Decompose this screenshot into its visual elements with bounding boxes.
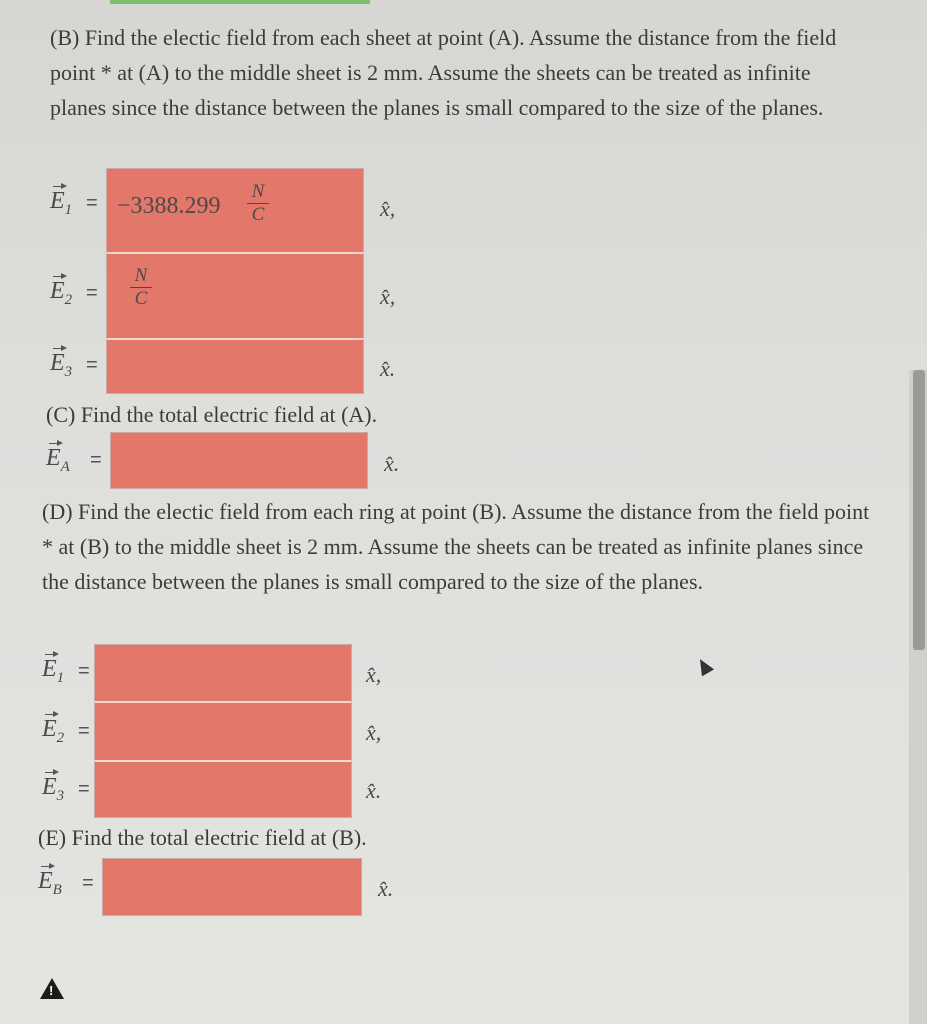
part-c-ea-label: $E_A$ [46, 445, 70, 475]
part-d-e1-unit-vector: x̂, [366, 662, 382, 687]
part-b-e3-equals: = [86, 354, 98, 376]
part-b-e2-unit-vector: x̂, [380, 284, 396, 309]
part-d-e3-answer-field[interactable] [94, 760, 352, 818]
part-b-e2-unit: N C [130, 266, 152, 309]
part-b-e3-answer-field[interactable] [106, 338, 364, 394]
part-b-e2-equals: = [86, 282, 98, 304]
part-d-e2-answer-field[interactable] [94, 701, 352, 761]
part-b-e2-label: $E_2$ [50, 278, 73, 308]
part-d-question: (D) Find the electic field from each ring at point (B). Assume the distance from the field point * at (B) to the middle sheet is 2 mm. Assume the sheets can be treated as infinite planes since the distance between the planes is small compared to the size of the planes. [42, 499, 870, 594]
part-d-e3-equals: = [78, 778, 90, 800]
part-d-e2-equals: = [78, 720, 90, 742]
part-b-e3-unit-vector: x̂. [380, 356, 396, 381]
part-c-question: (C) Find the total electric field at (A). [46, 402, 378, 427]
mouse-cursor-icon [694, 656, 714, 677]
warning-triangle-icon[interactable]: ! [40, 978, 64, 999]
part-e-eb-equals: = [82, 872, 94, 894]
top-accent-strip [110, 0, 370, 4]
part-b-e1-value: −3388.299 [117, 193, 221, 219]
part-d-e3-label: $E_3$ [42, 774, 65, 804]
part-e-question: (E) Find the total electric field at (B). [38, 825, 367, 850]
part-b-e1-label: $E_1$ [50, 188, 73, 218]
part-c-ea-answer-field[interactable] [110, 432, 368, 489]
part-e-eb-answer-field[interactable] [102, 858, 362, 916]
part-b-e1-unit-vector: x̂, [380, 196, 396, 221]
part-b-e3-label: $E_3$ [50, 350, 73, 380]
part-c-ea-equals: = [90, 449, 102, 471]
part-c-ea-unit-vector: x̂. [384, 451, 400, 476]
part-e-eb-unit-vector: x̂. [378, 876, 394, 901]
scrollbar-thumb[interactable] [913, 370, 925, 650]
part-e-eb-label: $E_B$ [38, 868, 62, 898]
part-d-e2-label: $E_2$ [42, 716, 65, 746]
part-d-e2-unit-vector: x̂, [366, 720, 382, 745]
part-b-e1-equals: = [86, 192, 98, 214]
part-d-e1-label: $E_1$ [42, 656, 65, 686]
part-d-e1-answer-field[interactable] [94, 644, 352, 702]
part-d-e1-equals: = [78, 660, 90, 682]
part-b-e1-unit: N C [247, 182, 269, 225]
part-b-question: (B) Find the electic field from each sheet at point (A). Assume the distance from the field point * at (A) to the middle sheet is 2 mm. Assume the sheets can be treated as infinite planes since the distance between the planes is small compared to the size of the planes. [50, 25, 837, 120]
part-d-e3-unit-vector: x̂. [366, 778, 382, 803]
